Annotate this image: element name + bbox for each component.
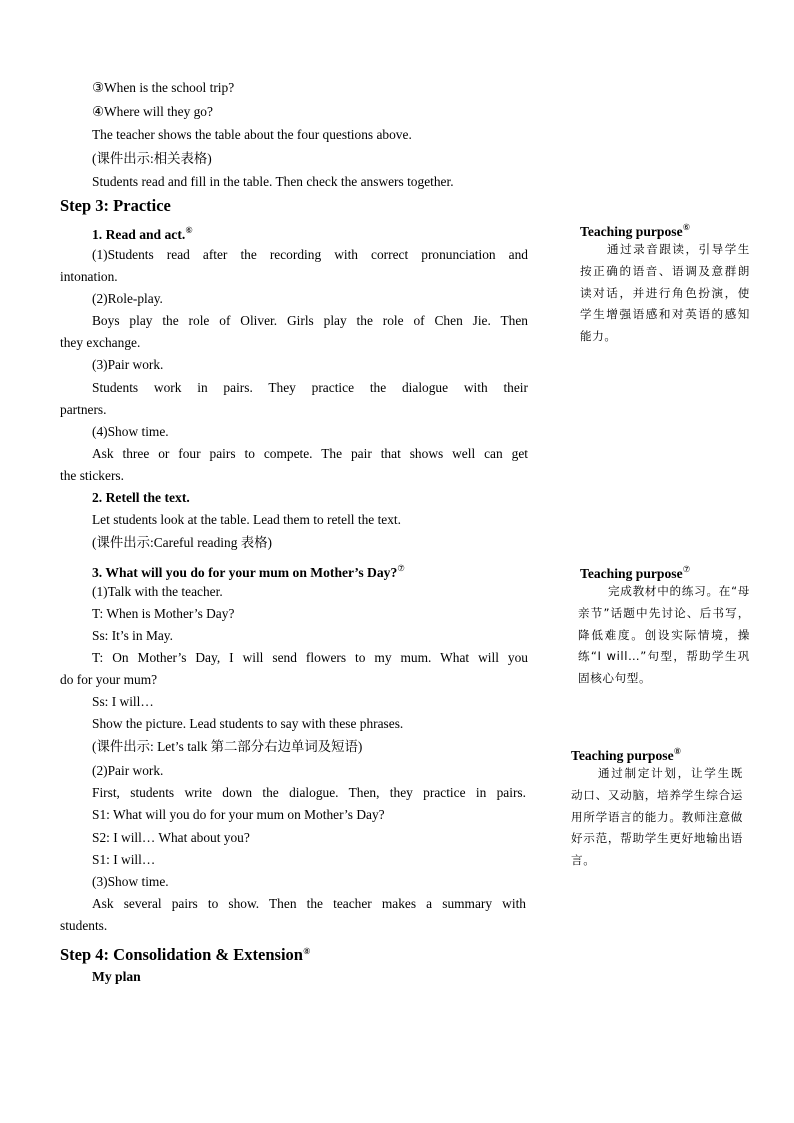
- step4-heading: [60, 941, 311, 965]
- item1-ref: ⑥: [185, 225, 193, 235]
- step3-heading: Step 3: Practice: [60, 196, 171, 215]
- teacher-shows-line: The teacher shows the table about the four questions above.: [92, 127, 412, 142]
- p3-line-a: Boys play the role of Oliver. Girls play the role of Chen Jie. Then: [92, 313, 528, 328]
- item3-ref: ⑦: [397, 563, 405, 573]
- courseware-note-1: (课件出示:相关表格): [92, 151, 212, 166]
- item1-heading: [92, 222, 193, 243]
- p17-line: (2)Pair work.: [92, 763, 164, 778]
- p13-line-a: T: On Mother’s Day, I will send flowers to my mum. What will you: [92, 650, 528, 665]
- p23-line-a: Ask several pairs to show. Then the teacher makes a summary with: [92, 896, 526, 911]
- p14-line: Ss: I will…: [92, 694, 154, 709]
- p12-line: Ss: It’s in May.: [92, 628, 173, 643]
- p10-line: (1)Talk with the teacher.: [92, 584, 223, 599]
- p18-line: First, students write down the dialogue. Then, they practice in pairs.: [92, 785, 526, 800]
- students-read-fill-line: Students read and fill in the table. Then check the answers together.: [92, 174, 454, 189]
- p7-line-a: Ask three or four pairs to compete. The pair that shows well can get: [92, 446, 528, 461]
- p8-line: Let students look at the table. Lead them to retell the text.: [92, 512, 402, 527]
- p1-line-b: intonation.: [60, 269, 118, 284]
- p1-line-a: (1)Students read after the recording with correct pronunciation and: [92, 247, 528, 262]
- item2-heading: 2. Retell the text.: [92, 490, 190, 505]
- item3-title: 3. What will you do for your mum on Mother’s Day?: [92, 565, 398, 580]
- step4-ref: ⑧: [302, 946, 311, 956]
- p20-line: S2: I will… What about you?: [92, 830, 250, 845]
- item1-title: 1. Read and act.: [92, 227, 186, 242]
- question-4: ④Where will they go?: [92, 104, 213, 119]
- item3-heading: [92, 560, 405, 581]
- tp1-title-text: Teaching purpose: [580, 224, 683, 239]
- p5-line-b: partners.: [60, 402, 107, 417]
- p15-line: Show the picture. Lead students to say with these phrases.: [92, 716, 404, 731]
- step4-title: Step 4: Consolidation & Extension: [60, 945, 303, 964]
- p21-line: S1: I will…: [92, 852, 156, 867]
- courseware-note-2: (课件出示:Careful reading 表格): [92, 535, 272, 550]
- p7-line-b: the stickers.: [60, 468, 124, 483]
- courseware-note-3: (课件出示: Let’s talk 第二部分右边单词及短语): [92, 739, 363, 754]
- p23-line-b: students.: [60, 918, 108, 933]
- teaching-purpose-3-title: [571, 743, 681, 764]
- teaching-purpose-2-body: 完成教材中的练习。在“母亲节”话题中先讨论、后书写，降低难度。创设实际情境，操练“I will…”句型，帮助学生巩固核心句型。: [578, 584, 750, 686]
- teaching-purpose-1-body: 通过录音跟读，引导学生按正确的语音、语调及意群朗读对话，并进行角色扮演，使学生增强语感和对英语的感知能力。: [580, 242, 750, 344]
- p19-line: S1: What will you do for your mum on Mother’s Day?: [92, 807, 385, 822]
- my-plan-label: My plan: [92, 969, 141, 984]
- tp1-ref: ⑥: [682, 222, 691, 232]
- tp2-ref: ⑦: [682, 564, 691, 574]
- tp3-ref: ⑧: [673, 746, 682, 756]
- p2-line: (2)Role-play.: [92, 291, 163, 306]
- teaching-purpose-1-title: [580, 219, 690, 240]
- p5-line-a: Students work in pairs. They practice the dialogue with their: [92, 380, 528, 395]
- p22-line: (3)Show time.: [92, 874, 169, 889]
- p6-line: (4)Show time.: [92, 424, 169, 439]
- p4-line: (3)Pair work.: [92, 357, 164, 372]
- tp3-title-text: Teaching purpose: [571, 748, 674, 763]
- tp2-title-text: Teaching purpose: [580, 566, 683, 581]
- p3-line-b: they exchange.: [60, 335, 141, 350]
- question-3: ③When is the school trip?: [92, 80, 235, 95]
- teaching-purpose-2-title: [580, 561, 690, 582]
- teaching-purpose-3-body: 通过制定计划，让学生既动口、又动脑，培养学生综合运用所学语言的能力。教师注意做好示范，帮助学生更好地输出语言。: [571, 766, 743, 868]
- p11-line: T: When is Mother’s Day?: [92, 606, 235, 621]
- p13-line-b: do for your mum?: [60, 672, 158, 687]
